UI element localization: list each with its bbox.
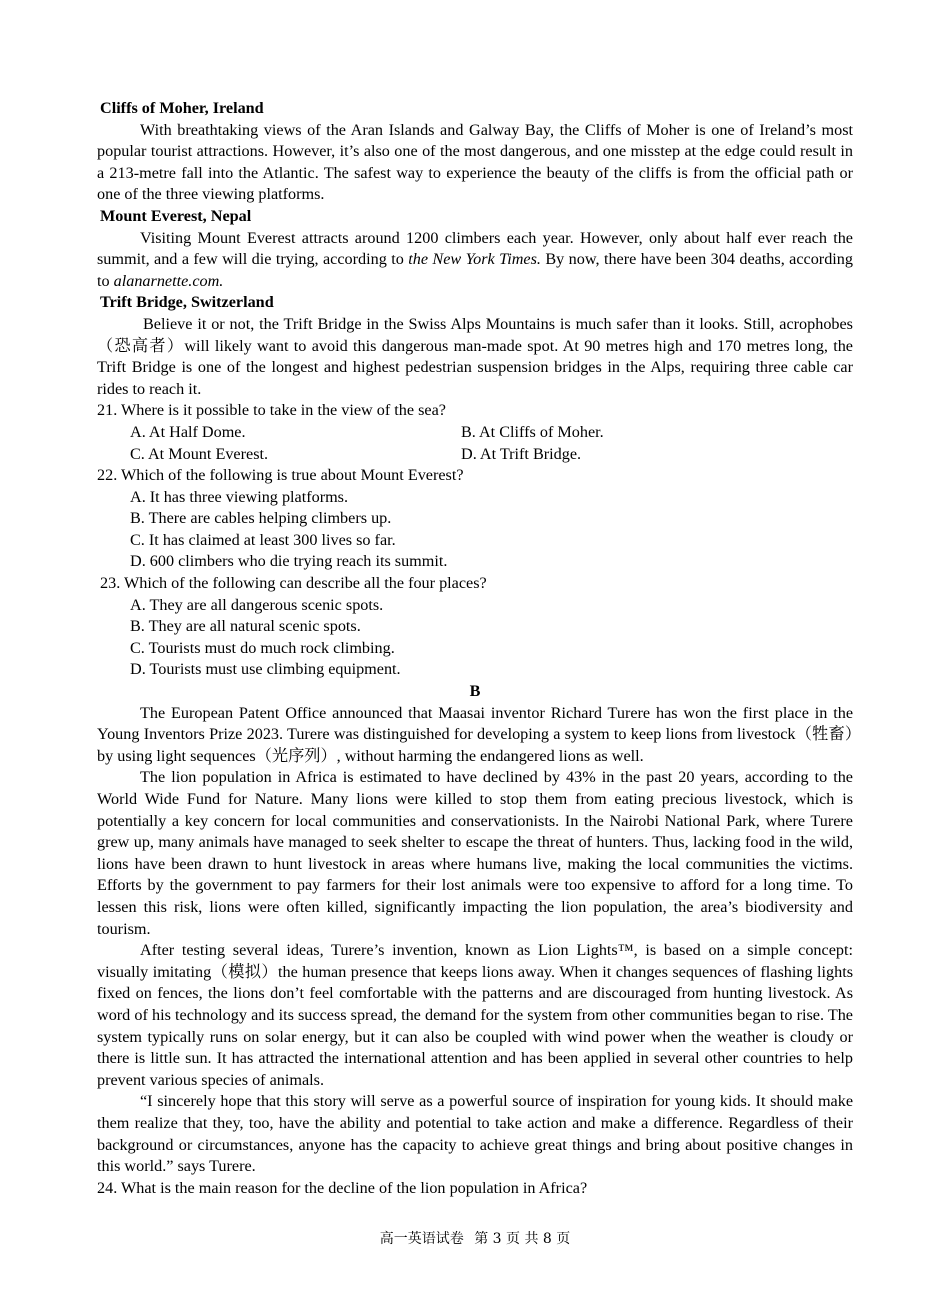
question-22-option-a: A. It has three viewing platforms. (130, 487, 349, 506)
question-23-stem: 23. Which of the following can describe all the four places? (100, 574, 487, 593)
everest-text-2: By now, there have been 304 deaths, according to (97, 250, 853, 290)
question-21-option-a: A. At Half Dome. (130, 422, 246, 441)
trift-heading: Trift Bridge, Switzerland (100, 293, 274, 312)
everest-paragraph (97, 228, 853, 293)
question-21-option-d: D. At Trift Bridge. (461, 444, 582, 463)
footer-page-number: 第 3 页 共 8 页 (474, 1231, 571, 1247)
everest-heading: Mount Everest, Nepal (100, 206, 252, 225)
question-23-option-c: C. Tourists must do much rock climbing. (130, 638, 395, 657)
question-23-option-a: A. They are all dangerous scenic spots. (130, 595, 384, 614)
question-21-option-c: C. At Mount Everest. (130, 444, 269, 463)
question-22-option-b: B. There are cables helping climbers up. (130, 509, 392, 528)
question-22-option-d: D. 600 climbers who die trying reach its summit. (130, 552, 448, 571)
passage-b-paragraph-4: “I sincerely hope that this story will serve as a powerful source of inspiration for young kids. It should make them realize that they, too, have the ability and potential to take action and make a difference. Regardless of their background or circumstances, anyone has the capacity to achieve great things and bring about positive changes in this world.” says Turere. (97, 1092, 853, 1176)
passage-b-paragraph-2: The lion population in Africa is estimated to have declined by 43% in the past 20 years, according to the World Wide Fund for Nature. Many lions were killed to stop them from eating precious livestock, which is potentially a key concern for local communities and conservationists. In the Nairobi National Park, where Turere grew up, many animals have managed to seek shelter to escape the threat of hunters. Thus, lacking food in the wild, lions have been drawn to hunt livestock in areas where humans live, making the local communities the victims. Efforts by the government to pay farmers for their lost animals were too expensive to afford for a long time. To lessen this risk, lions were often killed, significantly impacting the lion population, the area’s biodiversity and tourism. (97, 768, 853, 938)
footer-exam-name: 高一英语试卷 (379, 1231, 464, 1247)
passage-b-paragraph-1: The European Patent Office announced that Maasai inventor Richard Turere has won the first place in the Young Inventors Prize 2023. Turere was distinguished for developing a system to keep lions from livestock（牲畜）by using light sequences（光序列）, without harming the endangered lions as well. (97, 703, 853, 765)
passage-b-paragraph-3: After testing several ideas, Turere’s invention, known as Lion Lights™, is based on a simple concept: visually imitating（模拟）the human presence that keeps lions away. When it changes sequences of flashing lights fixed on fences, the lions don’t feel comfortable with the patterns and are discouraged from hunting livestock. As word of his technology and its success spread, the demand for the system from other communities began to rise. The system typically runs on solar energy, but it can also be coupled with wind power when the weather is cloudy or there is little sun. It has attracted the international attention and has been applied in several other countries to help prevent various species of animals. (97, 941, 853, 1089)
everest-source-1: the New York Times. (408, 250, 541, 269)
question-22-option-c: C. It has claimed at least 300 lives so far. (130, 530, 396, 549)
question-21-stem: 21. Where is it possible to take in the view of the sea? (97, 401, 446, 420)
question-22-stem: 22. Which of the following is true about Mount Everest? (97, 466, 464, 485)
question-21-option-b: B. At Cliffs of Moher. (461, 422, 604, 441)
question-21-options-row-1 (97, 422, 853, 444)
question-23-option-d: D. Tourists must use climbing equipment. (130, 660, 401, 679)
question-23-option-b: B. They are all natural scenic spots. (130, 617, 361, 636)
question-21-options-row-2 (97, 444, 853, 466)
question-24-stem: 24. What is the main reason for the decline of the lion population in Africa? (97, 1178, 588, 1197)
everest-text-1: Visiting Mount Everest attracts around 1200 climbers each year. However, only about half ever reach the summit, and a few will die trying, according to (97, 228, 853, 269)
cliffs-heading: Cliffs of Moher, Ireland (100, 99, 264, 117)
cliffs-paragraph: With breathtaking views of the Aran Islands and Galway Bay, the Cliffs of Moher is one of Ireland’s most popular tourist attractions. However, it’s also one of the most dangerous, and one misstep at the edge could result in a 213-metre fall into the Atlantic. The safest way to experience the beauty of the cliffs is from the official path or one of the three viewing platforms. (97, 120, 853, 204)
document-page (97, 98, 853, 1199)
section-b-title: B (469, 682, 481, 701)
everest-source-2: alanarnette.com. (113, 271, 224, 290)
trift-paragraph: Believe it or not, the Trift Bridge in the Swiss Alps Mountains is much safer than it looks. Still, acrophobes（恐高者）will likely want to avoid this dangerous man-made spot. At 90 metres high and 170 metres long, the Trift Bridge is one of the longest and highest pedestrian suspension bridges in the Alps, requiring three cable car rides to reach it. (97, 314, 853, 398)
page-footer (0, 1228, 950, 1248)
